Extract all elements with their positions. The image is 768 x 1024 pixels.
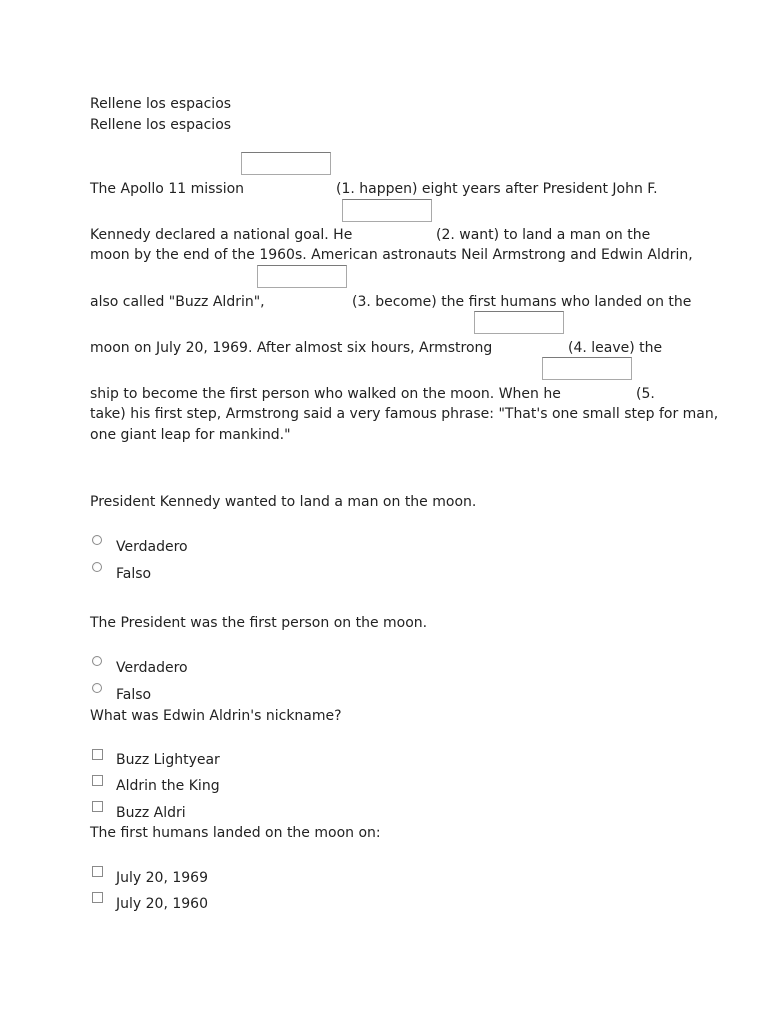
option-label: Verdadero [116,539,188,555]
option-label: Buzz Lightyear [116,752,220,768]
option-label: July 20, 1969 [116,870,208,886]
passage-text: (4. leave) the [568,340,663,356]
option-label: Falso [116,687,152,703]
option-label: Falso [116,566,152,582]
option-label: Verdadero [116,660,188,676]
section-title: Rellene los espacios [90,96,232,112]
checkbox[interactable] [92,801,103,812]
checkbox[interactable] [92,775,103,786]
question-prompt: President Kennedy wanted to land a man on the moon. [90,494,477,510]
radio-button[interactable] [92,562,102,572]
option-label: Aldrin the King [116,778,220,794]
checkbox[interactable] [92,749,103,760]
question-prompt: The first humans landed on the moon on: [90,825,381,841]
blank-3-input[interactable] [257,265,347,288]
question-prompt: What was Edwin Aldrin's nickname? [90,708,342,724]
blank-5-input[interactable] [542,357,632,380]
radio-button[interactable] [92,656,102,666]
option-label: July 20, 1960 [116,896,208,912]
blank-1-input[interactable] [241,152,331,175]
blank-2-input[interactable] [342,199,432,222]
passage-text: moon by the end of the 1960s. American astronauts Neil Armstrong and Edwin Aldrin, [90,247,693,263]
question-prompt: The President was the first person on the moon. [90,615,428,631]
radio-button[interactable] [92,683,102,693]
passage-text: (5. [636,386,655,402]
passage-text: also called "Buzz Aldrin", [90,294,265,310]
radio-button[interactable] [92,535,102,545]
passage-text: ship to become the first person who walked on the moon. When he [90,386,561,402]
passage-text: (1. happen) eight years after President John F. [336,181,658,197]
checkbox[interactable] [92,866,103,877]
passage-text: one giant leap for mankind." [90,427,291,443]
passage-text: (3. become) the first humans who landed on the [352,294,692,310]
passage-text: moon on July 20, 1969. After almost six hours, Armstrong [90,340,493,356]
section-subtitle: Rellene los espacios [90,117,232,133]
passage-text: take) his first step, Armstrong said a very famous phrase: "That's one small step for man, [90,406,719,422]
checkbox[interactable] [92,892,103,903]
passage-text: (2. want) to land a man on the [436,227,651,243]
option-label: Buzz Aldri [116,805,186,821]
passage-text: The Apollo 11 mission [90,181,245,197]
blank-4-input[interactable] [474,311,564,334]
passage-text: Kennedy declared a national goal. He [90,227,353,243]
